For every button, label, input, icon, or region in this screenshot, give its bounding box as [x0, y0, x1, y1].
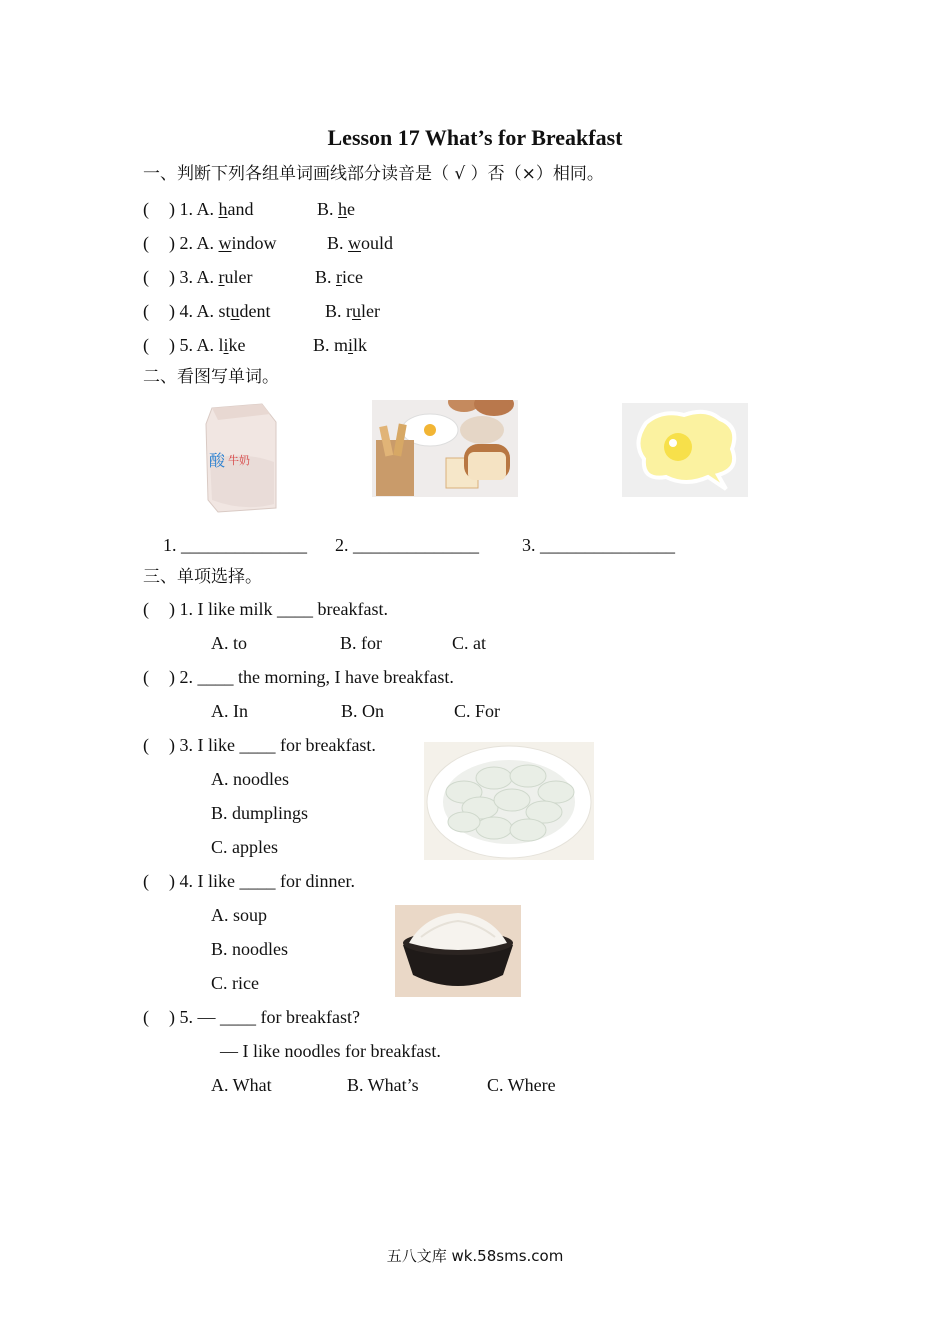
- q3-stem: ( ) 3. I like ____ for breakfast.: [143, 735, 376, 755]
- q2-option-b[interactable]: B. On: [341, 701, 385, 721]
- q1-option-b[interactable]: B. for: [340, 633, 382, 653]
- section2-heading: 二、看图写单词。: [143, 367, 279, 387]
- s1-item-3-b: B. rice: [315, 267, 363, 287]
- q5-answer-line: — I like noodles for breakfast.: [220, 1041, 441, 1061]
- s1-item-1-b: B. he: [317, 199, 356, 219]
- footer-watermark: 五八文库 wk.58sms.com: [386, 1247, 564, 1265]
- page-title: Lesson 17 What’s for Breakfast: [327, 125, 623, 150]
- section1-heading: 一、判断下列各组单词画线部分读音是（ √ ）否（×）相同。: [143, 164, 604, 184]
- yogurt-label-milk: 牛奶: [228, 454, 250, 467]
- s1-item-3: ( ) 3. A. ruler: [143, 267, 253, 287]
- q3-option-a[interactable]: A. noodles: [211, 769, 289, 789]
- q3-option-b[interactable]: B. dumplings: [211, 803, 309, 823]
- egg-image: [622, 403, 748, 497]
- q2-option-c[interactable]: C. For: [454, 701, 501, 721]
- q5-option-b[interactable]: B. What’s: [347, 1075, 419, 1095]
- q1-option-a[interactable]: A. to: [211, 633, 247, 653]
- s1-item-4-b: B. ruler: [325, 301, 380, 321]
- s1-item-5: ( ) 5. A. like: [143, 335, 246, 355]
- q1-stem: ( ) 1. I like milk ____ breakfast.: [143, 599, 388, 619]
- option-a-word: hand: [218, 199, 254, 219]
- yogurt-carton-image: [200, 400, 282, 516]
- breakfast-image: [372, 400, 518, 497]
- q2-stem: ( ) 2. ____ the morning, I have breakfast.: [143, 667, 454, 687]
- section3-heading: 三、单项选择。: [143, 567, 262, 587]
- q4-option-c[interactable]: C. rice: [211, 973, 259, 993]
- q5-option-c[interactable]: C. Where: [487, 1075, 556, 1095]
- blank-3[interactable]: 3. _______________: [522, 535, 675, 555]
- q5-option-a[interactable]: A. What: [211, 1075, 272, 1095]
- s1-item-2-b: B. would: [327, 233, 394, 253]
- blank-2[interactable]: 2. ______________: [335, 535, 479, 555]
- q1-option-c[interactable]: C. at: [452, 633, 486, 653]
- q4-option-a[interactable]: A. soup: [211, 905, 268, 925]
- s1-item-5-b: B. milk: [313, 335, 368, 355]
- q4-option-b[interactable]: B. noodles: [211, 939, 289, 959]
- s1-item-1: ( ) 1. A. hand: [143, 199, 254, 219]
- dumplings-image: [424, 742, 594, 860]
- blank-1[interactable]: 1. ______________: [163, 535, 307, 555]
- yogurt-label-char: 酸: [209, 451, 226, 470]
- rice-bowl-image: [395, 905, 521, 997]
- q2-option-a[interactable]: A. In: [211, 701, 248, 721]
- s1-item-4: ( ) 4. A. student: [143, 301, 271, 321]
- q4-stem: ( ) 4. I like ____ for dinner.: [143, 871, 355, 891]
- q5-stem: ( ) 5. — ____ for breakfast?: [143, 1007, 360, 1027]
- q3-option-c[interactable]: C. apples: [211, 837, 278, 857]
- s1-item-2: ( ) 2. A. window: [143, 233, 277, 253]
